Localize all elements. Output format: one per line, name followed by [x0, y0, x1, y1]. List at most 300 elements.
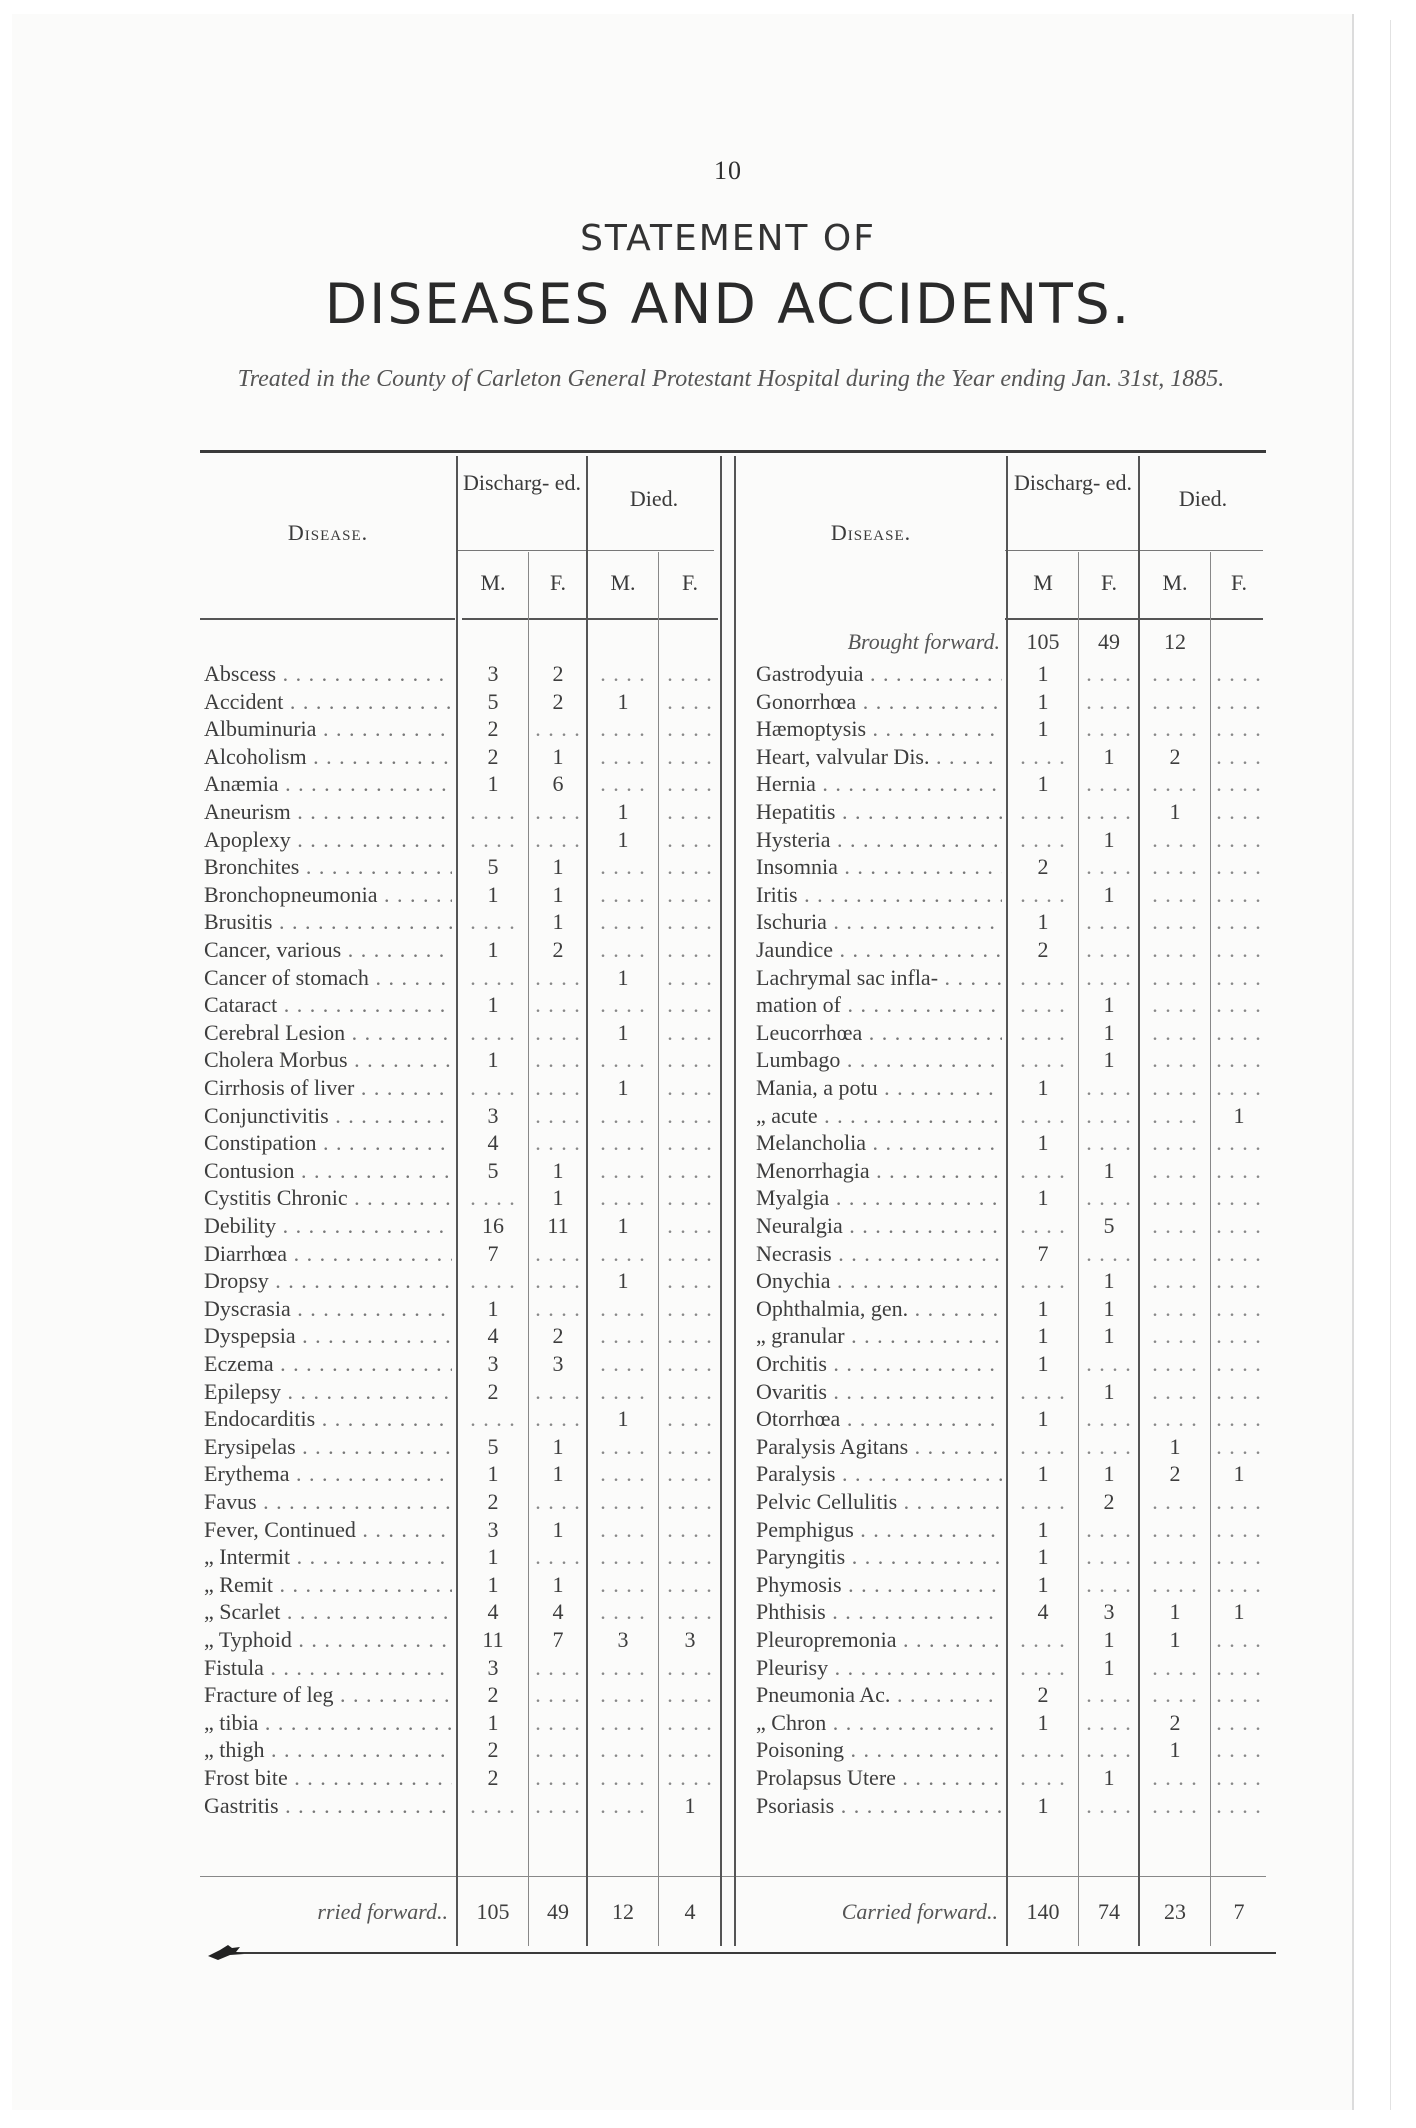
disease-name: Melancholia . . . [756, 1129, 1002, 1157]
count-discharged-f: 2 [552, 1323, 564, 1349]
count-discharged-m: 4 [487, 1130, 499, 1156]
disease-name: Cystitis Chronic . . . [204, 1184, 452, 1212]
count-died-f [1212, 1240, 1266, 1268]
table-row [0, 1267, 1340, 1295]
count-discharged-m: 4 [487, 1599, 499, 1625]
count-discharged-m: 2 [487, 1765, 499, 1790]
brought-forward-discharged-m: 105 [1026, 629, 1060, 654]
table-row [0, 1157, 1340, 1185]
disease-name: Pemphigus . . . [756, 1516, 1002, 1544]
disease-name: Leucorrhœa . . . [756, 1019, 1002, 1047]
count-died-f [1212, 660, 1266, 688]
disease-name: Constipation . . . [204, 1129, 452, 1157]
header-bottom-rule-mid [462, 618, 718, 620]
disease-name: Ophthalmia, gen. . . . [756, 1295, 1002, 1323]
disease-name: Pelvic Cellulitis . . . [756, 1488, 1002, 1516]
header-divider-right [1005, 550, 1263, 551]
table-row [0, 715, 1340, 743]
brought-forward-label: Brought forward. [847, 629, 1000, 654]
count-discharged-f [1080, 1074, 1138, 1102]
count-discharged-f [1080, 770, 1138, 798]
disease-name: Cerebral Lesion . . . [204, 1019, 452, 1047]
carried-forward-row-right [0, 1898, 1340, 1926]
count-died-m: 2 [1169, 743, 1181, 769]
carried-forward-label: rried forward.. [317, 1899, 448, 1924]
table-row [0, 1129, 1340, 1157]
disease-name: Psoriasis . . . [756, 1792, 1002, 1820]
count-died-m [1140, 1322, 1210, 1350]
disease-name: Favus . . . [204, 1488, 452, 1516]
count-died-f [1212, 1488, 1266, 1516]
carried-forward-died-f: 4 [684, 1899, 696, 1924]
disease-name: Mania, a potu . . . [756, 1074, 1002, 1102]
table-row [0, 1543, 1340, 1571]
count-died-m [1140, 1102, 1210, 1130]
count-discharged-m [1008, 991, 1078, 1019]
count-died-m [1140, 1212, 1210, 1240]
count-died-f [1212, 1571, 1266, 1599]
count-discharged-m: 1 [1037, 1295, 1049, 1321]
count-died-m [1140, 1516, 1210, 1544]
count-discharged-m: 2 [1037, 1682, 1049, 1708]
count-died-f [1212, 1074, 1266, 1102]
count-discharged-m [1008, 1488, 1078, 1516]
disease-name: Jaundice . . . [756, 936, 1002, 964]
disease-name: Diarrhœa . . . [204, 1240, 452, 1268]
carried-forward-discharged-m: 105 [476, 1899, 510, 1924]
count-died-m: 1 [1169, 1599, 1181, 1625]
table-row [0, 1460, 1340, 1488]
count-discharged-f [1080, 1184, 1138, 1212]
carried-forward-died-f: 7 [1233, 1899, 1245, 1924]
count-died-m: 1 [1169, 1737, 1181, 1763]
count-discharged-m: 2 [487, 1489, 499, 1514]
count-died-m [1140, 660, 1210, 688]
count-discharged-m: 3 [487, 661, 499, 686]
count-discharged-m: 3 [487, 1516, 499, 1542]
count-discharged-m: 1 [487, 1709, 499, 1735]
disease-name: Dropsy . . . [204, 1267, 452, 1295]
disease-name: Dyspepsia . . . [204, 1322, 452, 1350]
count-discharged-f: 3 [552, 1351, 564, 1376]
count-discharged-f [1080, 1240, 1138, 1268]
table-row [0, 1571, 1340, 1599]
count-died-m [1140, 1571, 1210, 1599]
table-row [0, 1736, 1340, 1764]
count-died-m [1140, 1046, 1210, 1074]
header-discharged-left: Discharg- ed. [462, 470, 582, 495]
count-discharged-m [1008, 1736, 1078, 1764]
count-died-m [1140, 1157, 1210, 1185]
count-discharged-m: 1 [1037, 1792, 1049, 1818]
disease-name: Paralysis Agitans . . . [756, 1433, 1002, 1461]
disease-name: Cancer, various . . . [204, 936, 452, 964]
table-row [0, 1626, 1340, 1654]
table-row [0, 853, 1340, 881]
count-died-m [1140, 1295, 1210, 1323]
table-row [0, 1212, 1340, 1240]
disease-name: Cataract . . . [204, 991, 452, 1019]
disease-name: Eczema . . . [204, 1350, 452, 1378]
count-discharged-m [1008, 1267, 1078, 1295]
brought-forward-died-m: 12 [1164, 629, 1186, 654]
count-discharged-f: 1 [1103, 1378, 1115, 1404]
disease-name: „ tibia . . . [204, 1709, 452, 1737]
table-row [0, 660, 1340, 688]
table-row [0, 1654, 1340, 1682]
table-row [0, 1102, 1340, 1130]
count-died-m [1140, 1488, 1210, 1516]
count-died-m [1140, 1405, 1210, 1433]
count-discharged-f [1080, 908, 1138, 936]
disease-name: Hepatitis . . . [756, 798, 1002, 826]
count-discharged-m: 1 [487, 771, 499, 797]
count-died-f [1212, 1405, 1266, 1433]
table-row [0, 1405, 1340, 1433]
disease-name: Menorrhagia . . . [756, 1157, 1002, 1185]
count-discharged-m: 1 [1037, 1130, 1049, 1156]
carried-forward-discharged-f: 74 [1098, 1899, 1120, 1924]
disease-name: Gastrodyuia . . . [756, 660, 1002, 688]
count-died-m [1140, 1543, 1210, 1571]
count-discharged-f: 1 [552, 909, 564, 935]
count-died-m: 1 [617, 826, 629, 852]
disease-name: Erysipelas . . . [204, 1433, 452, 1461]
header-died-right: Died. [1178, 486, 1228, 511]
count-discharged-m: 5 [487, 688, 499, 714]
count-died-f [1212, 964, 1266, 992]
table-row [0, 991, 1340, 1019]
table-bottom-rule [230, 1952, 1276, 1954]
table-row [0, 1764, 1340, 1792]
count-discharged-m [1008, 826, 1078, 854]
count-died-f: 1 [1233, 1102, 1245, 1128]
count-discharged-f: 1 [1103, 1765, 1115, 1790]
disease-name: Gastritis . . . [204, 1792, 452, 1820]
count-died-m: 1 [617, 1019, 629, 1045]
count-discharged-f [1080, 936, 1138, 964]
count-discharged-f: 1 [1103, 1047, 1115, 1073]
count-died-f [1212, 826, 1266, 854]
count-died-m: 3 [617, 1627, 629, 1652]
count-discharged-m: 5 [487, 1157, 499, 1183]
count-discharged-f: 1 [1103, 1268, 1115, 1294]
table-row [0, 1074, 1340, 1102]
count-died-f: 3 [684, 1627, 696, 1652]
count-discharged-f [1080, 1516, 1138, 1544]
disease-name: Pleuropremonia . . . [756, 1626, 1002, 1654]
disease-name: Epilepsy . . . [204, 1378, 452, 1406]
count-died-m [1140, 1074, 1210, 1102]
table-row [0, 1295, 1340, 1323]
table-row [0, 1681, 1340, 1709]
table-row [0, 1046, 1340, 1074]
count-discharged-f: 1 [1103, 743, 1115, 769]
count-died-f [1212, 991, 1266, 1019]
disease-name: Frost bite . . . [204, 1764, 452, 1792]
count-died-m [1140, 1129, 1210, 1157]
table-row [0, 1598, 1340, 1626]
count-discharged-f [1080, 1433, 1138, 1461]
count-discharged-f [1080, 1736, 1138, 1764]
count-discharged-f: 1 [1103, 992, 1115, 1018]
count-died-f [1212, 743, 1266, 771]
table-row [0, 936, 1340, 964]
count-died-m [1140, 826, 1210, 854]
table-row [0, 1019, 1340, 1047]
disease-name: Hernia . . . [756, 770, 1002, 798]
count-discharged-m: 11 [482, 1627, 504, 1652]
count-discharged-m: 1 [1037, 771, 1049, 797]
count-died-m [1140, 1267, 1210, 1295]
disease-name: mation of . . . [756, 991, 1002, 1019]
disease-name: Contusion . . . [204, 1157, 452, 1185]
count-died-f [1212, 688, 1266, 716]
table-row [0, 908, 1340, 936]
header-f: F. [682, 570, 698, 595]
disease-name: Fracture of leg . . . [204, 1681, 452, 1709]
count-discharged-f [1080, 688, 1138, 716]
count-discharged-m: 1 [1037, 1351, 1049, 1376]
count-discharged-f: 1 [552, 1571, 564, 1597]
count-died-m [1140, 1184, 1210, 1212]
count-discharged-m [1008, 1157, 1078, 1185]
count-discharged-m: 2 [487, 1737, 499, 1763]
count-discharged-f [1080, 1543, 1138, 1571]
count-discharged-f: 1 [552, 1185, 564, 1211]
count-discharged-m: 3 [487, 1351, 499, 1376]
carried-forward-died-m: 23 [1164, 1899, 1186, 1924]
disease-name: Ischuria . . . [756, 908, 1002, 936]
disease-name: Neuralgia . . . [756, 1212, 1002, 1240]
disease-name: Cancer of stomach . . . [204, 964, 452, 992]
count-died-m [1140, 1350, 1210, 1378]
count-died-m [1140, 1019, 1210, 1047]
count-discharged-m: 1 [1037, 1571, 1049, 1597]
disease-name: Apoplexy . . . [204, 826, 452, 854]
count-discharged-f: 2 [552, 688, 564, 714]
count-discharged-f [1080, 1350, 1138, 1378]
count-died-f [1212, 1378, 1266, 1406]
count-died-m: 1 [617, 964, 629, 990]
count-died-m [1140, 1240, 1210, 1268]
carried-forward-died-m: 12 [612, 1899, 634, 1924]
count-died-m [1140, 936, 1210, 964]
disease-name: Dyscrasia . . . [204, 1295, 452, 1323]
disease-name: Onychia . . . [756, 1267, 1002, 1295]
disease-name: Albuminuria . . . [204, 715, 452, 743]
disease-name: Otorrhœa . . . [756, 1405, 1002, 1433]
count-discharged-m [1008, 1654, 1078, 1682]
count-died-f [1212, 1654, 1266, 1682]
count-discharged-m: 1 [1037, 1323, 1049, 1349]
count-discharged-m: 1 [1037, 688, 1049, 714]
count-discharged-m: 7 [487, 1240, 499, 1266]
count-discharged-m: 4 [1037, 1599, 1049, 1625]
count-died-f [1212, 1792, 1266, 1820]
count-died-f [1212, 1736, 1266, 1764]
count-discharged-f [1080, 798, 1138, 826]
count-died-m [1140, 1764, 1210, 1792]
count-died-m: 2 [1169, 1709, 1181, 1735]
table-row [0, 688, 1340, 716]
count-discharged-m: 2 [1037, 937, 1049, 962]
count-discharged-f: 6 [552, 771, 564, 797]
count-discharged-f: 4 [552, 1599, 564, 1625]
count-discharged-f: 2 [1103, 1489, 1115, 1514]
table-row [0, 881, 1340, 909]
disease-name: Poisoning . . . [756, 1736, 1002, 1764]
table-row [0, 743, 1340, 771]
count-discharged-m: 2 [487, 1378, 499, 1404]
ink-blot-mark [206, 1942, 246, 1962]
table-row [0, 826, 1340, 854]
disease-name: Debility . . . [204, 1212, 452, 1240]
count-discharged-f [1080, 1102, 1138, 1130]
header-f: F. [1231, 570, 1247, 595]
disease-name: Insomnia . . . [756, 853, 1002, 881]
disease-name: Heart, valvular Dis. . . . [756, 743, 1002, 771]
count-died-f [1212, 1212, 1266, 1240]
disease-name: Prolapsus Utere . . . [756, 1764, 1002, 1792]
disease-name: Abscess . . . [204, 660, 452, 688]
disease-name: „ Typhoid . . . [204, 1626, 452, 1654]
disease-name: Brusitis . . . [204, 908, 452, 936]
count-discharged-m [1008, 743, 1078, 771]
count-discharged-m: 1 [1037, 1544, 1049, 1570]
table-row [0, 1350, 1340, 1378]
count-died-f [1212, 1516, 1266, 1544]
header-m: M. [480, 570, 506, 595]
disease-name: Alcoholism . . . [204, 743, 452, 771]
count-discharged-m: 2 [487, 743, 499, 769]
disease-name: „ Remit . . . [204, 1571, 452, 1599]
disease-name: Anæmia . . . [204, 770, 452, 798]
header-discharged-right: Discharg- ed. [1013, 470, 1133, 495]
count-died-f [1212, 1681, 1266, 1709]
count-discharged-m: 1 [487, 1571, 499, 1597]
disease-name: Hæmoptysis . . . [756, 715, 1002, 743]
count-discharged-f [1080, 1571, 1138, 1599]
count-died-f [1212, 1046, 1266, 1074]
count-died-f [1212, 1543, 1266, 1571]
disease-name: Cirrhosis of liver . . . [204, 1074, 452, 1102]
count-discharged-f [1080, 1709, 1138, 1737]
count-died-m: 1 [617, 1406, 629, 1432]
disease-name: Gonorrhœa . . . [756, 688, 1002, 716]
count-died-m: 1 [1169, 1433, 1181, 1459]
disease-name: Phymosis . . . [756, 1571, 1002, 1599]
header-m: M. [610, 570, 636, 595]
count-discharged-m: 2 [487, 1682, 499, 1708]
footer-top-rule [200, 1876, 1266, 1877]
count-discharged-m: 1 [1037, 716, 1049, 742]
disease-name: Accident . . . [204, 688, 452, 716]
disease-name: Paryngitis . . . [756, 1543, 1002, 1571]
disease-name: Phthisis . . . [756, 1598, 1002, 1626]
count-discharged-f: 1 [552, 743, 564, 769]
disease-name: Fever, Continued . . . [204, 1516, 452, 1544]
count-discharged-f [1080, 1129, 1138, 1157]
count-died-f [1212, 1184, 1266, 1212]
count-discharged-m: 1 [487, 992, 499, 1018]
count-discharged-m [1008, 881, 1078, 909]
count-discharged-f: 1 [1103, 1157, 1115, 1183]
disease-name: „ granular . . . [756, 1322, 1002, 1350]
table-row [0, 1378, 1340, 1406]
count-discharged-f: 2 [552, 937, 564, 962]
header-died-left: Died. [629, 486, 679, 511]
count-discharged-m [1008, 798, 1078, 826]
count-discharged-f [1080, 660, 1138, 688]
count-discharged-f: 1 [1103, 1627, 1115, 1652]
table-row [0, 1709, 1340, 1737]
count-died-f [1212, 1157, 1266, 1185]
count-discharged-f: 1 [552, 854, 564, 880]
count-discharged-m: 1 [1037, 1709, 1049, 1735]
count-discharged-f: 11 [547, 1213, 569, 1238]
header-bottom-rule-left [200, 618, 455, 620]
count-died-f: 1 [1233, 1461, 1245, 1487]
count-discharged-m: 1 [1037, 1516, 1049, 1542]
table-row [0, 1240, 1340, 1268]
table-row [0, 770, 1340, 798]
count-discharged-m: 5 [487, 854, 499, 880]
disease-name: „ thigh . . . [204, 1736, 452, 1764]
count-discharged-m: 1 [487, 1461, 499, 1487]
count-died-m [1140, 1378, 1210, 1406]
count-discharged-f: 1 [1103, 1019, 1115, 1045]
disease-name: „ Chron . . . [756, 1709, 1002, 1737]
subtitle: Treated in the County of Carleton General Protestant Hospital during the Year ending Jan. 31st, 1885. [237, 366, 1225, 392]
count-discharged-f: 1 [1103, 826, 1115, 852]
header-m: M. [1162, 570, 1188, 595]
count-discharged-f: 1 [552, 1433, 564, 1459]
disease-name: „ Intermit . . . [204, 1543, 452, 1571]
disease-name: Iritis . . . [756, 881, 1002, 909]
header-f: F. [1101, 570, 1117, 595]
count-died-f [1212, 936, 1266, 964]
count-died-f [1212, 1267, 1266, 1295]
count-discharged-m: 1 [487, 881, 499, 907]
table-row [0, 1322, 1340, 1350]
count-discharged-m: 7 [1037, 1240, 1049, 1266]
count-died-f [1212, 1433, 1266, 1461]
disease-name: Hysteria . . . [756, 826, 1002, 854]
header-f: F. [550, 570, 566, 595]
count-died-m: 2 [1169, 1461, 1181, 1487]
count-died-f [1212, 1295, 1266, 1323]
count-discharged-m: 3 [487, 1654, 499, 1680]
count-died-f [1212, 1764, 1266, 1792]
count-died-m [1140, 964, 1210, 992]
count-discharged-m: 1 [1037, 661, 1049, 686]
count-died-f [1212, 853, 1266, 881]
count-died-m [1140, 770, 1210, 798]
disease-name: Lumbago . . . [756, 1046, 1002, 1074]
count-died-m [1140, 991, 1210, 1019]
carried-forward-discharged-f: 49 [547, 1899, 569, 1924]
count-died-f [1212, 1322, 1266, 1350]
count-discharged-m [1008, 1626, 1078, 1654]
table-row [0, 964, 1340, 992]
count-died-f [1212, 770, 1266, 798]
count-discharged-m: 1 [487, 1544, 499, 1570]
disease-name: Myalgia . . . [756, 1184, 1002, 1212]
count-discharged-f: 7 [552, 1627, 564, 1652]
disease-name: Fistula . . . [204, 1654, 452, 1682]
count-discharged-f: 1 [552, 1157, 564, 1183]
